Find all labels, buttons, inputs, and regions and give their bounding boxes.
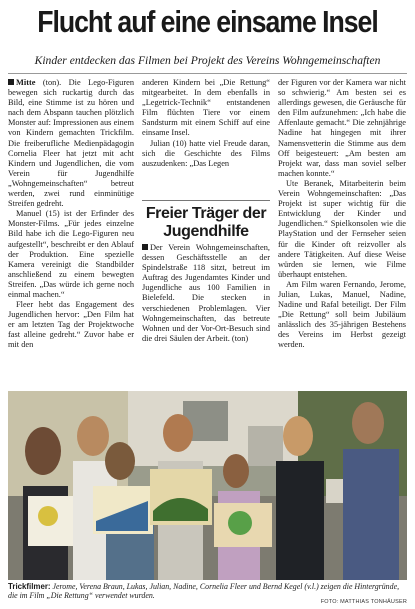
bullet-square-icon: [142, 244, 148, 250]
article-paragraph: [8, 78, 134, 209]
infobox-title: Freier Träger der Jugendhilfe: [145, 205, 267, 240]
infobox-body: [142, 243, 270, 344]
article-paragraph: Ute Beranek, Mitarbeiterin beim Verein Wohngemeinschaften: „Das Projekt ist super wichtig für die Entwicklung der Kinder und Jugendlichen.“ Spielkonsolen wie die PlayStation und der Fernseher seien für die Kinder oft reizvoller als andere Tätigkeiten. Auf diese Weise würden sie lernen, wie Filme überhaupt entstehen.: [278, 178, 406, 279]
infobox-paragraph: Der Verein Wohngemeinschaften, dessen Geschäftsstelle an der Spindelstraße 118 sitzt, betreut im Auftrag des Jugendamtes Kinder und Jugendliche aus 100 Familien in Bielefeld. Die stecken in verschiedenen Problemlagen. Vier Wohngemeinschaften, das betreute Wohnen und der Vor-Ort-Besuch sind die drei Säulen der Arbeit.: [142, 243, 270, 343]
caption-lead: Trickfilmer:: [8, 582, 51, 591]
article-paragraph: Am Film waren Fernando, Jerome, Julian, Lukas, Manuel, Nadine, Nadine und Rafal beteiligt. Der Film „Die Rettung“ soll beim Jubiläum anlässlich des 35-jährigen Bestehens des Vereins im Herbst gezeigt werden.: [278, 279, 406, 350]
dateline: Mitte: [16, 78, 36, 87]
photo-caption: [8, 582, 407, 601]
photo-illustration: [8, 391, 407, 580]
infobox-signature: (ton): [231, 333, 249, 343]
article-column-2: [142, 78, 270, 169]
article-column-3: [278, 78, 406, 351]
article-paragraph: anderen Kindern bei „Die Rettung“ mitgearbeitet. In dem ebenfalls in „Legetrick-Technik“ entstandenen Film flüchten Tiere vor einem Sandsturm mit einem Schiff auf eine einsame Insel.: [142, 78, 270, 138]
article-column-1: [8, 78, 134, 351]
article-paragraph: Fleer hebt das Engagement des Jugendlichen hervor: „Den Film hat er am letzten Tag der Projektwoche fast alleine gedreht.“ Zuvor habe er mit den: [8, 300, 134, 350]
article-paragraph: Manuel (15) ist der Erfinder des Monster-Films. „Für jedes einzelne Bild habe ich die Lego-Figuren neu aufgestellt“, beschreibt er den Ablauf der Produktion. Eine spezielle Kamera vereinigt die Standbilder anschließend zu einem bewegten Streifen. „Das würde ich gerne noch einmal machen.“: [8, 209, 134, 299]
bullet-square-icon: [8, 79, 14, 85]
infobox-text: [142, 243, 270, 344]
header-rule: [8, 73, 407, 74]
subheadline: Kinder entdecken das Filmen bei Projekt des Vereins Wohngemeinschaften: [34, 54, 381, 67]
caption-text: Jerome, Verena Braun, Lukas, Julian, Nadine, Cornelia Fleer und Bernd Kegel (v.l.) zeigen die Hintergründe, die im Film „Die Rettung“ verwendet wurden.: [8, 582, 400, 601]
group-photo: [8, 391, 407, 580]
infobox-header: [142, 200, 270, 241]
article-paragraph: der Figuren vor der Kamera war nicht so schwierig.“ Am besten sei es allerdings gewesen, die Geräusche für den Film aufzunehmen: „Ich habe die Affenlaute gemacht.“ Die zehnjährige Nadine hat hingegen mit ihrer Namensvetterin die Stimme aus dem Off beigesteuert: „Am besten am Projekt war, dass man soviel selber machen konnte.“: [278, 78, 406, 178]
headline: Flucht auf eine einsame Insel: [37, 4, 378, 39]
article-paragraph: Julian (10) hatte viel Freude daran, sich die Geschichte des Films auszudenken: „Das Legen: [142, 138, 270, 168]
photo-credit: FOTO: MATTHIAS TONHÄUSER: [320, 599, 407, 605]
paragraph-text: (ton). Die Lego-Figuren bewegen sich ruckartig durch das Bild, eine Stimme ist zu hören und nach dem Abspann tauchen plötzlich Monster auf: Impressionen aus einem von Kindern gemachten Trickfilm. Die freiberufliche Medienpädagogin Cornelia Fleer hat jetzt mit acht Kindern und Jugendlichen, die vom Verein für Jugendhilfe „Wohngemeinschaften“ betreut werden, zwei rund einminütige Streifen gedreht.: [8, 78, 134, 209]
